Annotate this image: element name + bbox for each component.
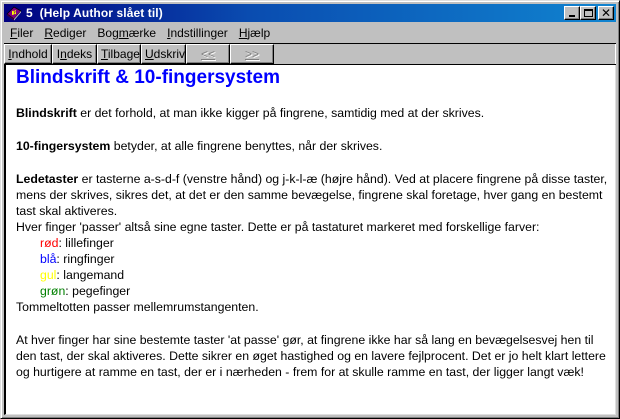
svg-text:?: ? bbox=[13, 10, 16, 17]
close-button[interactable] bbox=[598, 6, 614, 20]
index-button[interactable]: Indeks bbox=[52, 44, 97, 64]
color-label: blå bbox=[40, 252, 57, 266]
print-button[interactable]: Udskriv bbox=[141, 44, 186, 64]
menu-indstillinger[interactable]: Indstillinger bbox=[167, 25, 228, 40]
color-label: grøn bbox=[40, 284, 66, 298]
maximize-icon bbox=[584, 9, 593, 17]
finger-label: : ringfinger bbox=[56, 252, 115, 266]
paragraph-ledetaster bbox=[16, 171, 608, 219]
menu-hjaelp[interactable]: Hjælp bbox=[238, 25, 271, 40]
prev-topic-button[interactable] bbox=[186, 44, 230, 64]
button-bar bbox=[4, 43, 616, 65]
paragraph-text: er tasterne a-s-d-f (venstre hånd) og j-k-l-æ (højre hånd). Ved at placere fingrene på disse taster, mens der skrives, sikres det, at det er den samme bevægelse, fingrene skal foretage, hver gang en bestemt tast skal aktiveres. bbox=[16, 172, 608, 218]
paragraph-blindskrift bbox=[16, 105, 608, 121]
menu-rediger[interactable]: Rediger bbox=[44, 25, 87, 40]
help-topic-content[interactable] bbox=[4, 65, 616, 415]
paragraph-text: betyder, at alle fingrene benyttes, når der skrives. bbox=[110, 139, 383, 153]
window-title: 5 (Help Author slået til) bbox=[26, 6, 163, 20]
term-ledetaster: Ledetaster bbox=[16, 172, 79, 186]
next-topic-button[interactable] bbox=[230, 44, 274, 64]
color-label: rød bbox=[40, 236, 59, 250]
window-controls bbox=[564, 6, 614, 20]
paragraph-colors-intro: Hver finger 'passer' altså sine egne taster. Dette er på tastaturet markeret med forskellige farver: bbox=[16, 220, 540, 234]
title-bar[interactable] bbox=[4, 4, 616, 22]
button-bar-filler bbox=[274, 44, 616, 64]
minimize-button[interactable] bbox=[564, 6, 580, 20]
color-item-yellow bbox=[16, 267, 615, 283]
finger-label: : langemand bbox=[56, 268, 125, 282]
color-item-red bbox=[16, 235, 615, 251]
color-label: gul bbox=[40, 268, 57, 282]
minimize-icon bbox=[569, 15, 575, 17]
paragraph-10-fingersystem bbox=[16, 138, 608, 154]
back-button[interactable]: Tilbage bbox=[97, 44, 141, 64]
paragraph-summary: At hver finger har sine bestemte taster 'at passe' gør, at fingrene ikke har så lang en bevægelsesvej hen til den tast, der skal aktiveres. Dette sikrer en øget hastighed og en lavere fejlprocent. Det er jo helt klart lettere og hurtigere at ramme en tast, der er i nærheden - frem for at skulle ramme en tast, der ligger langt væk! bbox=[16, 333, 606, 379]
book-icon[interactable] bbox=[6, 5, 22, 21]
contents-button[interactable]: Indhold bbox=[4, 44, 52, 64]
prev-topic-label: << bbox=[200, 47, 215, 61]
topic-heading: Blindskrift & 10-fingersystem bbox=[16, 67, 280, 88]
maximize-button[interactable] bbox=[580, 6, 596, 20]
paragraph-text: er det forhold, at man ikke kigger på fingrene, samtidig med at der skrives. bbox=[76, 106, 485, 120]
close-icon: ✕ bbox=[600, 6, 612, 20]
next-topic-label: >> bbox=[244, 47, 259, 61]
menu-bar bbox=[4, 23, 275, 42]
color-item-blue bbox=[16, 251, 615, 267]
term-blindskrift: Blindskrift bbox=[16, 106, 77, 120]
term-10-fingersystem: 10-fingersystem bbox=[16, 139, 111, 153]
finger-label: : lillefinger bbox=[58, 236, 114, 250]
paragraph-thumb: Tommeltotten passer mellemrumstangenten. bbox=[16, 300, 259, 314]
menu-filer[interactable]: Filer bbox=[10, 25, 34, 40]
color-item-green bbox=[16, 283, 615, 299]
finger-label: : pegefinger bbox=[65, 284, 131, 298]
menu-bogmaerke[interactable]: Bogmærke bbox=[97, 25, 157, 40]
